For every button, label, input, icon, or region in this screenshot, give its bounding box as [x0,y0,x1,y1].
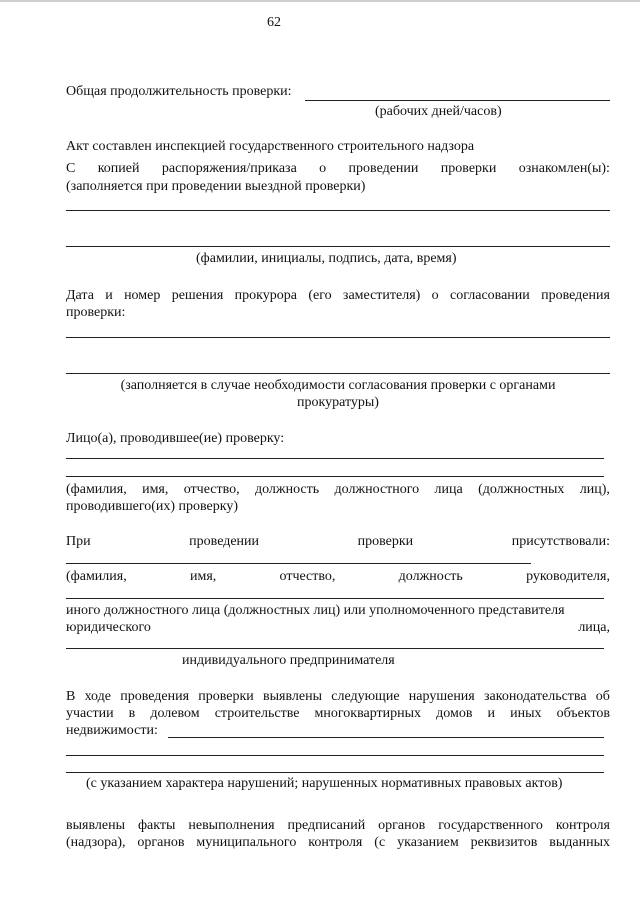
word: участии [66,706,114,721]
violations-fill-line-1[interactable] [168,737,604,738]
violations-hint: (с указанием характера нарушений; нарушенных нормативных правовых актов) [86,776,563,791]
prosecutor-line-1 [66,287,610,304]
word: (надзора), [66,835,126,850]
present-hint-3 [66,619,610,636]
word: согласовании [450,288,530,303]
word: контроля [308,835,363,850]
inspectors-label: Лицо(а), проводившее(ие) проверку: [66,431,285,446]
present-hint-1 [66,568,610,585]
word: проверки [440,161,497,176]
word: При [66,534,91,549]
word: (фамилия, [66,569,127,584]
word: иных [510,706,542,721]
word: номер [124,288,161,303]
inspectors-hint-2: проводившего(их) проверку) [66,499,239,514]
word: долевом [150,706,200,721]
word: отчество, [279,569,336,584]
word: (его [308,288,332,303]
word: должность [398,569,463,584]
scan-edge [0,0,640,2]
word: проверки [198,689,254,704]
word: выданных [549,835,610,850]
prosecutor-hint-2: прокуратуры) [297,395,379,410]
word: (фамилия, [66,482,127,497]
word: лица [434,482,463,497]
act-composed-text: Акт составлен инспекцией государственного строительного надзора [66,139,475,154]
word: указанием [397,835,459,850]
word: следующие [331,689,400,704]
word: домов [436,706,473,721]
copy-fill-line-1[interactable] [66,210,610,211]
word: заместителя) [342,288,421,303]
word: лиц), [579,482,610,497]
word: прокурора [234,288,297,303]
word: и [105,288,113,303]
word: реквизитов [470,835,538,850]
violations-line-1 [66,688,610,705]
present-fill-line-2[interactable] [66,598,604,599]
violations-fill-line-2[interactable] [66,755,604,756]
word: проведения [120,689,190,704]
prosecutor-fill-line-2[interactable] [66,373,610,374]
inspectors-fill-line-1[interactable] [66,458,604,459]
word: об [595,689,610,704]
word: решения [171,288,224,303]
copy-fill-line-2[interactable] [66,246,610,247]
word: нарушения [408,689,475,704]
failures-line-2 [66,834,610,851]
violations-line-3: недвижимости: [66,723,158,738]
page-number: 62 [267,15,281,30]
word: руководителя, [526,569,610,584]
word: имя, [142,482,169,497]
present-fill-line-1[interactable] [66,563,531,564]
word: проверки [357,534,414,549]
present-hint-2: иного должностного лица (должностных лиц) или уполномоченного представителя [66,603,565,618]
inspectors-fill-line-2[interactable] [66,476,604,477]
word: проведении [348,161,419,176]
word: в [128,706,136,721]
word: проведения [541,288,610,303]
prosecutor-fill-line-1[interactable] [66,337,610,338]
copy-note: (заполняется при проведении выездной проверки) [66,179,366,194]
word: должность [254,482,320,497]
word: контроля [555,818,610,833]
word: объектов [556,706,610,721]
word: проведении [189,534,260,549]
word: распоряжения/приказа [161,161,297,176]
word: С [66,161,76,176]
word: юридического [66,620,151,635]
inspectors-hint-1 [66,481,610,498]
prosecutor-hint-1: (заполняется в случае необходимости согласования проверки с органами [120,378,556,393]
word: государственного [438,818,543,833]
word: (с [374,835,386,850]
word: ознакомлен(ы): [518,161,610,176]
word: органов [137,835,185,850]
word: невыполнения [188,818,275,833]
word: о [431,288,439,303]
word: отчество, [183,482,240,497]
signature-hint: (фамилии, инициалы, подпись, дата, время) [196,251,457,266]
failures-line-1 [66,817,610,834]
violations-fill-line-3[interactable] [66,772,604,773]
word: органов [378,818,426,833]
word: муниципального [196,835,297,850]
word: имя, [189,569,217,584]
word: присутствовали: [511,534,610,549]
word: должностного [334,482,420,497]
word: строительстве [214,706,300,721]
present-hint-4: индивидуального предпринимателя [182,653,395,668]
word: предписаний [287,818,366,833]
word: выявлены [263,689,323,704]
duration-label: Общая продолжительность проверки: [66,84,292,99]
violations-line-2 [66,705,610,722]
word: ходе [84,689,111,704]
word: законодательства [483,689,587,704]
duration-fill-line[interactable] [305,100,610,101]
word: и [487,706,496,721]
word: многоквартирных [314,706,422,721]
word: лица, [578,620,610,635]
word: В [66,689,76,704]
word: копией [97,161,140,176]
word: факты [137,818,176,833]
word: Дата [66,288,94,303]
present-line [66,533,610,550]
duration-hint: (рабочих дней/часов) [375,104,502,119]
copy-line [66,160,610,177]
word: (должностных [478,482,565,497]
word: о [319,161,327,176]
present-fill-line-3[interactable] [66,648,604,649]
prosecutor-line-2: проверки: [66,305,126,320]
word: выявлены [66,818,125,833]
